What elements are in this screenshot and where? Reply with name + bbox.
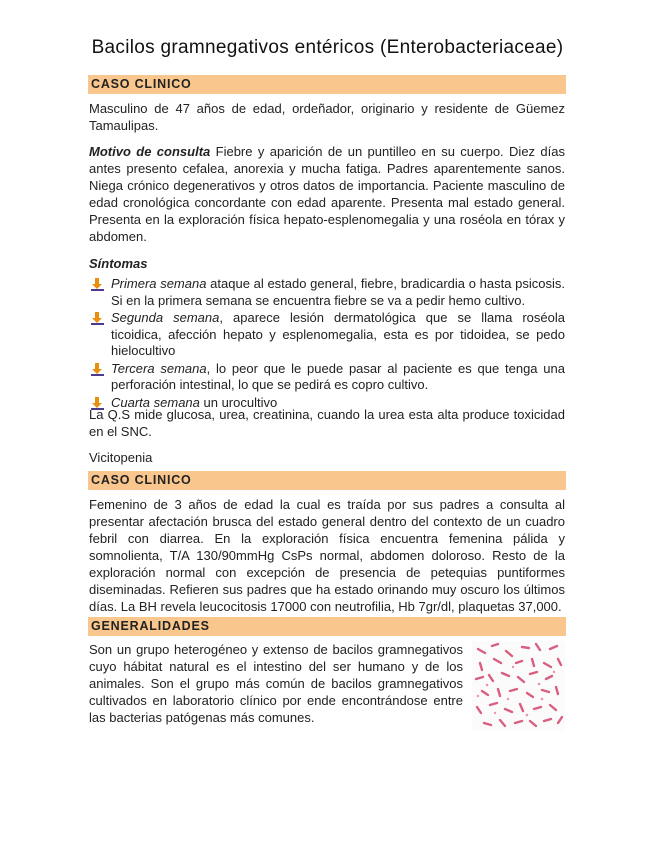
vicitopenia-text: Vicitopenia (89, 450, 153, 465)
section-heading-generalidades (88, 617, 566, 636)
down-arrow-bullet-icon (91, 363, 104, 376)
gram-negative-bacilli-illustration (472, 641, 565, 731)
list-item (89, 276, 565, 309)
generalidades-paragraph: Son un grupo heterogéneo y extenso de bacilos gramnegativos cuyo hábitat natural es el intestino del ser humano y de los animales. Son el grupo más común de bacilos gramnegativos cultivados en laboratorio clínico por ende encontrándose entre las bacterias patógenas más comunes. (89, 642, 463, 725)
sintomas-list (89, 276, 565, 411)
section-heading-caso-clinico-1 (88, 75, 566, 94)
sintoma-label: Tercera semana (111, 360, 207, 376)
sintoma-label: Primera semana (111, 276, 207, 291)
section-heading-label: CASO CLINICO (91, 77, 192, 91)
section-heading-label: GENERALIDADES (91, 619, 210, 633)
sintomas-heading: Síntomas (89, 256, 148, 271)
page-title: Bacilos gramnegativos entéricos (Enterobacteriaceae) (91, 37, 564, 58)
down-arrow-bullet-icon (91, 312, 104, 325)
sintoma-label: Cuarta semana (111, 394, 200, 410)
down-arrow-bullet-icon (91, 278, 104, 291)
case-intro-paragraph: Masculino de 47 años de edad, ordeñador, originario y residente de Güemez Tamaulipas. (89, 101, 565, 133)
bacteria-micrograph-image (472, 641, 565, 731)
motivo-consulta-text: Fiebre y aparición de un puntilleo en su cuerpo. Diez días antes presento cefalea, anorexia y mucha fatiga. Padres aparentemente sanos. Niega crónico degenerativos y otros datos de importancia. Paciente masculino de edad cronológica concordante con edad aparente. Presenta mal estado general. Presenta en la exploración física hepato-esplenomegalia y una roséola en tórax y abdomen. (89, 144, 565, 244)
sintoma-text: un urocultivo (199, 394, 278, 410)
section-heading-label: CASO CLINICO (91, 473, 192, 487)
motivo-consulta-paragraph (89, 143, 565, 245)
sintoma-text: ataque al estado general, fiebre, bradicardia o hasta psicosis. Si en la primera semana se encuentra fiebre se va a pedir hemo cultivo. (111, 276, 565, 308)
sintoma-label: Segunda semana (111, 310, 220, 325)
list-item (89, 361, 565, 394)
qs-paragraph: La Q.S mide glucosa, urea, creatinina, cuando la urea esta alta produce toxicidad en el SNC. (89, 407, 565, 439)
list-item (89, 310, 565, 360)
section-heading-caso-clinico-2 (88, 471, 566, 490)
motivo-consulta-label: Motivo de consulta (89, 144, 211, 159)
case2-paragraph: Femenino de 3 años de edad la cual es traída por sus padres a consulta al presentar afectación brusca del estado general dentro del contexto de un cuadro febril con diarrea. En la exploración física encuentra femenina pálida y somnolienta, T/A 130/90mmHg CsPs normal, abdomen doloroso. Resto de la exploración normal con excepción de presencia de petequias puntiformes diseminadas. Refieren sus padres que ha estado orinando muy oscuro los últimos días. La BH revela leucocitosis 17000 con neutrofilia, Hb 7gr/dl, plaquetas 37,000. (89, 497, 565, 614)
sintoma-text: , lo peor que le puede pasar al paciente es que tenga una perforación intestinal, lo que se pedirá es copro cultivo. (111, 360, 565, 392)
sintoma-text: , aparece lesión dermatológica que se llama roséola ticoidica, afección hepato y esplenomegalia, esta es por tidoidea, se pedo hielocultivo (111, 310, 565, 358)
